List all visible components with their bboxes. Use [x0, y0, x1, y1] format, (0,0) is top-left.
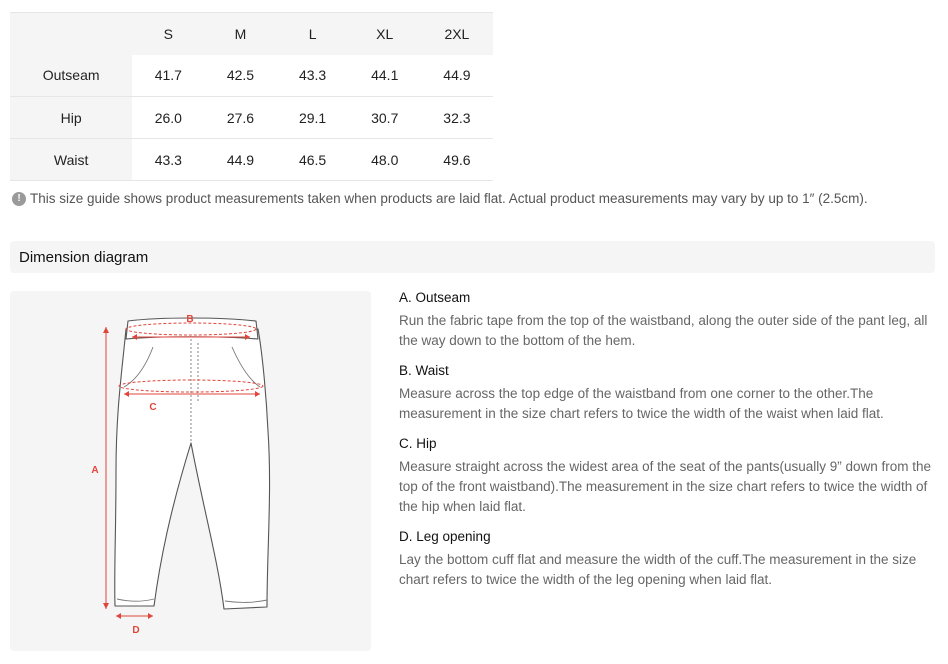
size-col-header: XL: [349, 13, 421, 55]
dimension-title: D. Leg opening: [399, 529, 491, 544]
note-text: This size guide shows product measurements taken when products are laid flat. Actual product measurements may vary by up to 1″ (2.5cm).: [30, 191, 868, 206]
row-label: Outseam: [10, 55, 132, 97]
table-cell: 27.6: [204, 97, 276, 139]
table-cell: 43.3: [132, 139, 204, 181]
table-cell: 44.1: [371, 67, 399, 84]
table-cell: 32.3: [421, 97, 493, 139]
dimension-title: B. Waist: [399, 363, 449, 378]
dimension-diagram: [10, 291, 371, 651]
size-col-header: S: [132, 13, 204, 55]
dimension-body: Measure across the top edge of the waistband from one corner to the other.The measurement in the size chart refers to twice the width of the waist when laid flat.: [399, 386, 884, 421]
dimension-body: Lay the bottom cuff flat and measure the width of the cuff.The measurement in the size chart refers to twice the width of the leg opening when laid flat.: [399, 552, 917, 587]
size-col-header: 2XL: [421, 13, 493, 55]
table-corner-cell: [10, 13, 132, 55]
dimension-title: C. Hip: [399, 436, 437, 451]
pants-outline: [115, 318, 270, 609]
label-a: A: [91, 465, 99, 476]
table-cell: 44.9: [443, 67, 471, 84]
label-c: C: [149, 402, 157, 413]
section-title: Dimension diagram: [19, 248, 149, 266]
pants-diagram-svg: [10, 291, 371, 651]
dimension-body: Run the fabric tape from the top of the waistband, along the outer side of the pant leg, all the way down to the bottom of the hem.: [399, 313, 928, 348]
table-row: [10, 139, 493, 181]
table-cell: 42.5: [226, 67, 255, 84]
dimension-descriptions: [399, 289, 939, 601]
table-cell: 30.7: [349, 97, 421, 139]
table-row: [10, 55, 493, 97]
dimension-item-waist: [399, 362, 939, 424]
table-cell: 48.0: [349, 139, 421, 181]
dimension-item-hip: [399, 435, 939, 517]
row-label: Waist: [10, 139, 132, 181]
dimension-title: A. Outseam: [399, 290, 471, 305]
outseam-arrow: [103, 327, 109, 609]
info-icon: !: [12, 192, 26, 206]
dimension-item-outseam: [399, 289, 939, 351]
size-col-header: M: [204, 13, 276, 55]
section-header: [10, 241, 935, 273]
size-table: [10, 12, 493, 181]
leg-opening-arrow: [116, 613, 153, 619]
label-b: B: [186, 314, 194, 325]
table-cell: 29.1: [277, 97, 349, 139]
row-label: Hip: [10, 97, 132, 139]
size-guide-note: [12, 191, 868, 206]
size-header-row: [10, 13, 493, 55]
table-cell: 44.9: [204, 139, 276, 181]
dimension-body: Measure straight across the widest area of the seat of the pants(usually 9” down from the top of the front waistband).The measurement in the size chart refers to twice the width of the hip when laid flat.: [399, 459, 932, 514]
label-d: D: [132, 625, 140, 636]
table-row: [10, 97, 493, 139]
table-cell: 26.0: [132, 97, 204, 139]
size-col-header: L: [277, 13, 349, 55]
table-cell: 49.6: [421, 139, 493, 181]
table-cell: 41.7: [154, 67, 182, 84]
table-cell: 46.5: [277, 139, 349, 181]
table-cell: 43.3: [298, 67, 327, 84]
dimension-item-leg-opening: [399, 528, 939, 590]
